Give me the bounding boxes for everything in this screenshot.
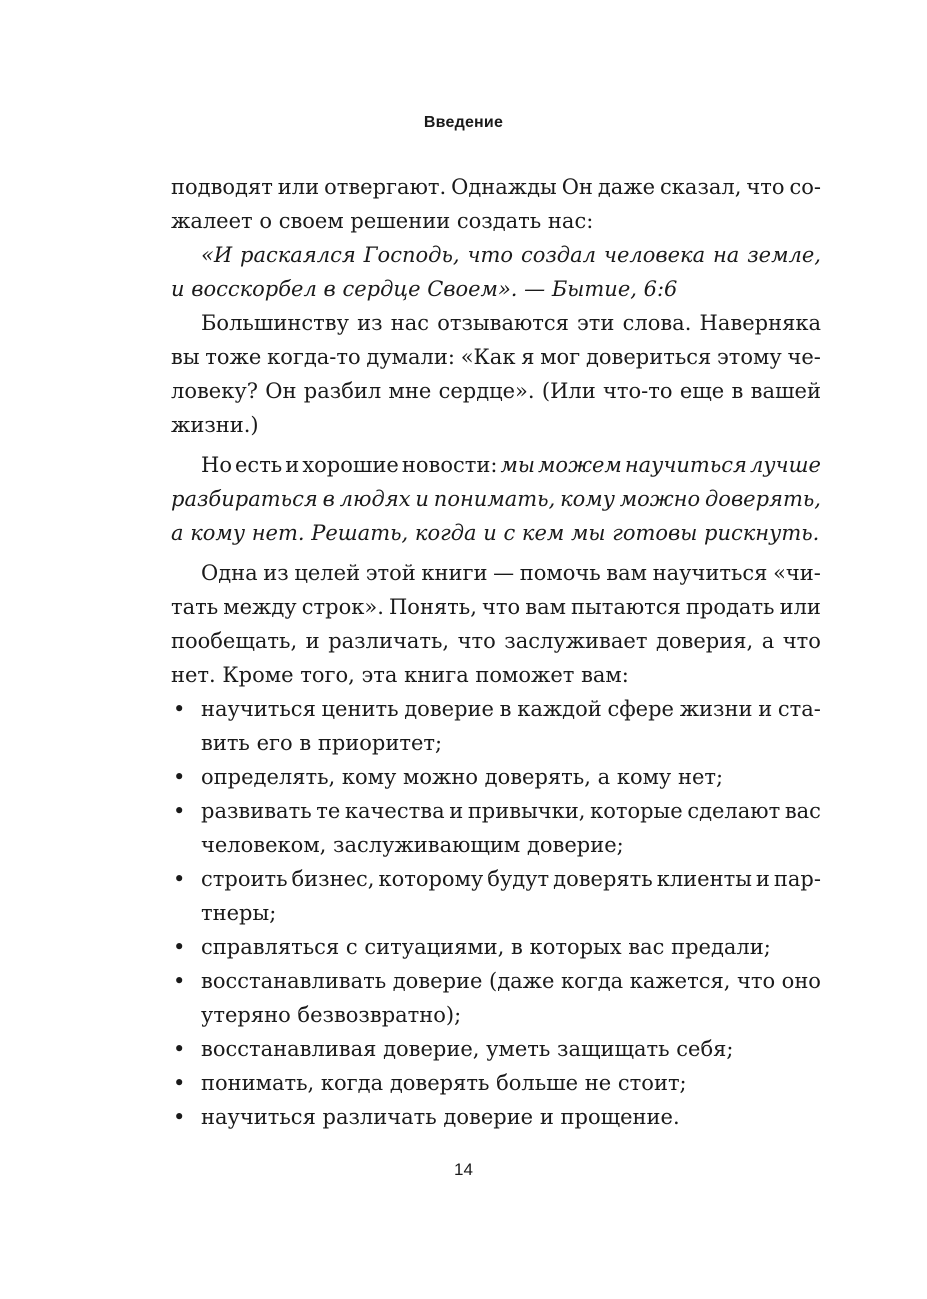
word: сказал, <box>660 175 742 199</box>
word: восскорбел <box>191 277 317 301</box>
word: что <box>746 175 785 199</box>
list-item-line <box>201 794 821 828</box>
word: нет. <box>251 521 305 545</box>
word: книга <box>404 663 469 687</box>
word: и <box>758 697 773 721</box>
word: справляться <box>201 935 340 959</box>
word: или <box>277 175 320 199</box>
word: доверие; <box>526 833 624 857</box>
word: безвозвратно); <box>297 1003 462 1027</box>
list-item <box>171 760 821 794</box>
bullet-icon: • <box>173 1071 186 1095</box>
word: Понять, <box>388 595 477 619</box>
word: — <box>493 561 515 585</box>
list-item-line <box>201 765 723 789</box>
word: из <box>357 311 383 335</box>
paragraph-line <box>171 624 821 658</box>
word: заслуживает <box>504 629 648 653</box>
word: из <box>263 561 289 585</box>
word: этой <box>365 561 416 585</box>
word: с <box>503 521 516 545</box>
word: земле, <box>747 243 821 267</box>
word: вашей <box>750 379 821 403</box>
list-item <box>171 862 821 930</box>
word: научиться <box>624 453 747 477</box>
word: тоже <box>205 345 262 369</box>
word: что <box>457 629 496 653</box>
word: будут <box>487 867 550 891</box>
word: Однажды <box>451 175 557 199</box>
word: а <box>597 765 611 789</box>
word: которых <box>529 935 622 959</box>
word: его <box>256 731 293 755</box>
list-item-line <box>171 828 821 862</box>
word: разбил <box>303 379 382 403</box>
word: в <box>511 935 523 959</box>
word: а <box>761 629 775 653</box>
word: этому <box>717 345 782 369</box>
word: нас <box>390 311 430 335</box>
word: кем <box>521 521 565 545</box>
list-item-line <box>201 1071 687 1095</box>
word: помочь <box>519 561 601 585</box>
word: тать <box>171 595 219 619</box>
paragraph-line <box>171 556 821 590</box>
word: и <box>415 487 429 511</box>
list-item <box>171 930 821 964</box>
word: понимать, <box>433 487 556 511</box>
word: которому <box>378 867 484 891</box>
paragraph-line <box>171 306 821 340</box>
word: на <box>712 243 740 267</box>
word: предали; <box>671 935 771 959</box>
word: и <box>755 867 770 891</box>
word: строить <box>201 867 288 891</box>
word: вам: <box>581 663 629 687</box>
word: доверять <box>553 867 653 891</box>
word: уметь <box>486 1037 551 1061</box>
paragraph-line <box>171 448 821 482</box>
word: создал <box>520 243 596 267</box>
word: мне <box>388 379 432 403</box>
word: рискнуть. <box>704 521 820 545</box>
word: думали: <box>366 345 455 369</box>
bullet-icon: • <box>173 1105 186 1129</box>
word: человеком, <box>201 833 327 857</box>
word: создать <box>456 209 542 233</box>
word: еще <box>679 379 725 403</box>
paragraph-line <box>171 516 821 550</box>
word: доверие <box>404 697 494 721</box>
word: жизни <box>679 697 753 721</box>
word: научиться <box>201 697 316 721</box>
list-item-line <box>201 935 771 959</box>
word: доверия, <box>655 629 754 653</box>
list-item-line <box>201 1037 733 1061</box>
list-item-line <box>171 726 821 760</box>
bullet-icon: • <box>173 799 186 823</box>
paragraph-line <box>171 170 821 204</box>
word: строк». <box>301 595 384 619</box>
word: эта <box>361 663 398 687</box>
word: есть <box>235 453 283 477</box>
word: научиться <box>652 561 768 585</box>
list-item-line <box>201 1105 680 1129</box>
word: пар- <box>773 867 821 891</box>
word: различать, <box>328 629 450 653</box>
bullet-icon: • <box>173 867 186 891</box>
word: определять, <box>201 765 336 789</box>
word: Своем». <box>427 277 518 301</box>
quote-line <box>171 238 821 272</box>
word: сфере <box>607 697 674 721</box>
list-item-line <box>201 964 821 998</box>
word: даже <box>597 175 656 199</box>
paragraph-line <box>171 658 821 692</box>
word: хорошие <box>302 453 399 477</box>
word: нас: <box>547 209 594 233</box>
word: жалеет <box>171 209 253 233</box>
word: Большинству <box>201 311 349 335</box>
word: когда <box>560 969 624 993</box>
list-item <box>171 964 821 1032</box>
word: довериться <box>585 345 712 369</box>
word: утеряно <box>201 1003 291 1027</box>
word: доверие <box>443 1105 534 1129</box>
paragraph-line <box>171 340 821 374</box>
word: что <box>782 629 821 653</box>
word: (Или <box>541 379 596 403</box>
word: и <box>285 453 300 477</box>
word: разбираться <box>171 487 318 511</box>
word: доверять, <box>484 765 591 789</box>
word: вы <box>171 345 200 369</box>
word: себя; <box>676 1037 734 1061</box>
word: Но <box>201 453 232 477</box>
word: когда <box>320 1071 384 1095</box>
word: не <box>584 1071 612 1095</box>
list-item <box>171 1066 821 1100</box>
word: сделают <box>687 799 781 823</box>
word: или <box>779 595 821 619</box>
word: Он <box>265 379 297 403</box>
word: больше <box>496 1071 579 1095</box>
word: мог <box>540 345 581 369</box>
bullet-list <box>171 692 821 1134</box>
word: Кроме <box>222 663 294 687</box>
bullet-icon: • <box>173 1037 186 1061</box>
paragraph-line <box>171 374 821 408</box>
list-item-line <box>171 998 821 1032</box>
word: и <box>305 629 320 653</box>
word: вас <box>628 935 665 959</box>
word: вас <box>784 799 821 823</box>
word: и <box>171 277 185 301</box>
word: клиенты <box>656 867 752 891</box>
word: Одна <box>201 561 258 585</box>
word: мы <box>571 521 606 545</box>
word: что <box>482 595 521 619</box>
word: в <box>731 379 744 403</box>
word: отвергают. <box>324 175 447 199</box>
word: научиться <box>201 1105 316 1129</box>
paragraph-line <box>171 204 821 238</box>
word: развивать <box>201 799 312 823</box>
word: тнеры; <box>201 901 277 925</box>
word: людях <box>339 487 411 511</box>
word: жизни.) <box>171 413 259 437</box>
word: «Как <box>460 345 516 369</box>
word: целей <box>294 561 361 585</box>
word: качества <box>344 799 445 823</box>
word: с <box>345 935 358 959</box>
word: пытаются <box>571 595 681 619</box>
word: заслуживающим <box>333 833 521 857</box>
word: подводят <box>171 175 273 199</box>
word: я <box>521 345 535 369</box>
word: раскаялся <box>240 243 356 267</box>
word: доверять <box>389 1071 490 1095</box>
paragraph-line <box>171 408 821 442</box>
word: нет. <box>171 663 216 687</box>
word: восстанавливая <box>201 1037 377 1061</box>
word: вам <box>525 595 566 619</box>
word: можем <box>538 453 622 477</box>
word: кому <box>616 765 672 789</box>
word: эти <box>577 311 615 335</box>
list-item-line <box>201 692 821 726</box>
word: поможет <box>475 663 575 687</box>
bullet-icon: • <box>173 969 186 993</box>
word: новости: <box>401 453 498 477</box>
word: со- <box>789 175 821 199</box>
word: своем <box>278 209 344 233</box>
word: что <box>467 243 514 267</box>
word: в <box>499 697 512 721</box>
list-item <box>171 794 821 862</box>
list-item-line <box>201 862 821 896</box>
word: отзываются <box>437 311 569 335</box>
word: вить <box>201 731 250 755</box>
word: защищать <box>557 1037 670 1061</box>
word: лучше <box>749 453 821 477</box>
word: которые <box>590 799 683 823</box>
word: между <box>223 595 297 619</box>
word: Решать, <box>311 521 409 545</box>
word: те <box>316 799 341 823</box>
word: о <box>259 209 272 233</box>
quote-line <box>171 272 821 306</box>
word: доверие <box>392 969 483 993</box>
bullet-icon: • <box>173 697 186 721</box>
list-item <box>171 1100 821 1134</box>
word: когда-то <box>267 345 361 369</box>
word: приоритет; <box>317 731 443 755</box>
word: книги <box>421 561 488 585</box>
word: в <box>299 731 312 755</box>
word: стоит; <box>617 1071 687 1095</box>
word: кажется, <box>629 969 731 993</box>
word: нет; <box>677 765 724 789</box>
word: понимать, <box>201 1071 315 1095</box>
word: слова. <box>622 311 692 335</box>
word: кому <box>341 765 397 789</box>
word: ситуациями, <box>364 935 505 959</box>
word: готовы <box>612 521 698 545</box>
word: человека <box>603 243 706 267</box>
word: и <box>539 1105 554 1129</box>
word: мы <box>500 453 535 477</box>
word: ценить <box>321 697 399 721</box>
word: Бытие, <box>551 277 637 301</box>
word: и <box>449 799 464 823</box>
page-number: 14 <box>454 1160 473 1179</box>
word: кому <box>560 487 615 511</box>
word: пообещать, <box>171 629 298 653</box>
running-header: Введение <box>423 114 504 131</box>
word: различать <box>322 1105 437 1129</box>
paragraph-line <box>171 482 821 516</box>
word: восстанавливать <box>201 969 387 993</box>
list-item-line <box>171 896 821 930</box>
list-item <box>171 1032 821 1066</box>
list-item <box>171 692 821 760</box>
word: когда <box>414 521 477 545</box>
bullet-icon: • <box>173 935 186 959</box>
word: а <box>171 521 184 545</box>
word: решении <box>350 209 451 233</box>
word: (даже <box>489 969 555 993</box>
word: доверие, <box>383 1037 480 1061</box>
word: — <box>524 277 546 301</box>
word: кому <box>190 521 245 545</box>
word: продать <box>685 595 775 619</box>
word: бизнес, <box>291 867 375 891</box>
word: оно <box>781 969 821 993</box>
word: Наверняка <box>699 311 821 335</box>
word: и <box>483 521 497 545</box>
word: ловеку? <box>171 379 258 403</box>
word: Господь, <box>363 243 460 267</box>
word: сердце <box>342 277 421 301</box>
word: что-то <box>603 379 673 403</box>
word: сердце». <box>438 379 535 403</box>
bullet-icon: • <box>173 765 186 789</box>
word: можно <box>403 765 478 789</box>
word: прощение. <box>560 1105 680 1129</box>
word: Он <box>561 175 593 199</box>
word: можно <box>619 487 701 511</box>
word: «чи- <box>773 561 821 585</box>
word: «И <box>201 243 233 267</box>
page-body <box>171 170 821 1134</box>
word: 6:6 <box>643 277 678 301</box>
word: вам <box>606 561 647 585</box>
word: ста- <box>777 697 821 721</box>
paragraph-line <box>171 590 821 624</box>
word: каждой <box>517 697 602 721</box>
word: что <box>736 969 776 993</box>
word: в <box>322 487 335 511</box>
word: в <box>323 277 336 301</box>
word: доверять, <box>705 487 821 511</box>
word: того, <box>300 663 355 687</box>
word: привычки, <box>467 799 586 823</box>
word: че- <box>787 345 821 369</box>
